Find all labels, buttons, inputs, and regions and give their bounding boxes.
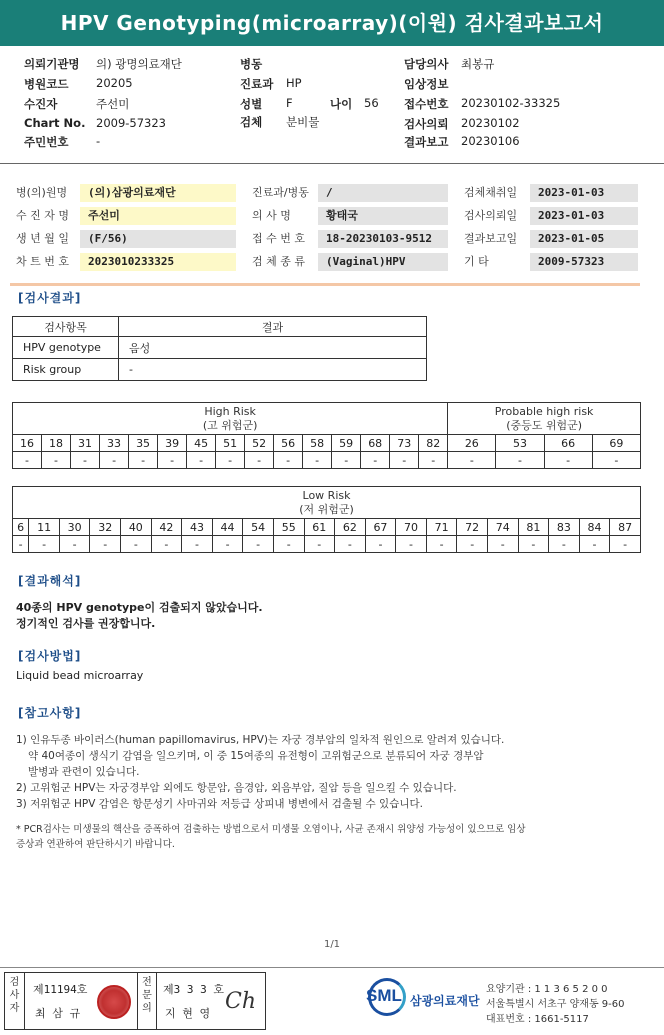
info-dept-label: 진료과/병동: [252, 186, 309, 199]
hpv-type-cell: 42: [151, 519, 182, 536]
hpv-result-cell: -: [121, 536, 152, 553]
section-method-title: [검사방법]: [18, 649, 82, 663]
hpv-result-cell: -: [13, 536, 29, 553]
low-risk-header: [13, 487, 641, 519]
ref-1a: 1) 인유두종 바이러스(human papillomavirus, HPV)는 자궁 경부암의 일차적 원인으로 알려져 있습니다.: [16, 734, 505, 746]
table-row: [13, 359, 427, 381]
result-item: Risk group: [13, 359, 119, 381]
rrn-label: 주민번호: [24, 135, 69, 149]
ref-1b: 약 40여종이 생식기 감염을 일으키며, 이 중 15여종의 유전형이 고위험군으로 분류되어 자궁 경부암: [28, 750, 484, 762]
info-patient-label: 수 진 자 명: [16, 209, 69, 222]
low-risk-subtitle: (저 위험군): [299, 502, 354, 516]
clinical-label: 임상정보: [404, 77, 449, 91]
method-text: Liquid bead microarray: [16, 669, 144, 682]
hpv-type-cell: 26: [448, 435, 496, 452]
hpv-type-cell: 39: [158, 435, 187, 452]
patient-label: 수진자: [24, 97, 58, 111]
hpv-result-cell: -: [457, 536, 488, 553]
doctor-value: 최봉규: [461, 57, 495, 71]
hpv-result-cell: -: [496, 452, 544, 469]
footer: [0, 967, 664, 1035]
report-header: [0, 52, 664, 164]
hpv-type-cell: 84: [579, 519, 610, 536]
receipt-no-value: 20230102-33325: [461, 96, 561, 110]
report-label: 결과보고: [404, 135, 449, 149]
hpv-result-cell: -: [419, 452, 448, 469]
hpv-result-cell: -: [71, 452, 100, 469]
hospital-code-value: 20205: [96, 76, 133, 90]
hpv-result-cell: -: [304, 536, 335, 553]
hpv-result-cell: -: [13, 452, 42, 469]
hpv-type-cell: 31: [71, 435, 100, 452]
hpv-type-cell: 74: [487, 519, 518, 536]
hpv-result-cell: -: [216, 452, 245, 469]
hpv-result-cell: -: [182, 536, 213, 553]
info-dept-value: /: [318, 184, 448, 202]
result-item: HPV genotype: [13, 337, 119, 359]
ref-1c: 발병과 관련이 있습니다.: [28, 766, 140, 778]
info-request-label: 검사의뢰일: [464, 209, 518, 222]
info-receipt-value: 18-20230103-9512: [318, 230, 448, 248]
info-spec-value: (Vaginal)HPV: [318, 253, 448, 271]
hpv-type-cell: 53: [496, 435, 544, 452]
result-value: -: [119, 359, 427, 381]
info-etc-label: 기 타: [464, 255, 489, 268]
institution-value: 의) 광명의료재단: [96, 57, 182, 71]
specialist-vertical-label: 전문의: [137, 973, 157, 1029]
hpv-result-cell: -: [245, 452, 274, 469]
hpv-result-cell: -: [549, 536, 580, 553]
hpv-type-cell: 68: [361, 435, 390, 452]
divider: [10, 283, 640, 286]
result-value: 음성: [119, 337, 427, 359]
hospital-code-label: 병원코드: [24, 77, 69, 91]
hpv-result-cell: -: [332, 452, 361, 469]
logo-text: SML: [366, 986, 402, 1005]
examiner-no: 제11194호: [33, 983, 88, 996]
signature-box: [4, 972, 266, 1030]
examiner-name: 최 삼 규: [35, 1007, 81, 1020]
signature: Ch: [225, 989, 257, 1014]
sex-label: 성별: [240, 97, 263, 111]
high-risk-header: [13, 403, 448, 435]
phone: 대표번호 : 1661-5117: [486, 1014, 589, 1025]
note-1: * PCR검사는 미생물의 핵산을 증폭하여 검출하는 방법으로서 미생물 오염이나, 사균 존재시 위양성 가능성이 있으므로 임상: [16, 824, 526, 835]
hpv-result-cell: -: [274, 452, 303, 469]
info-chart-value: 2023010233325: [80, 253, 236, 271]
section-result-title: [검사결과]: [18, 291, 82, 305]
hpv-result-cell: -: [390, 452, 419, 469]
hpv-result-cell: -: [592, 452, 640, 469]
hpv-type-cell: 16: [13, 435, 42, 452]
examiner-vertical-label: 검사자: [5, 973, 25, 1029]
table-row: [13, 337, 427, 359]
interp-line-1: 40종의 HPV genotype이 검출되지 않았습니다.: [16, 601, 263, 614]
hpv-type-cell: 55: [273, 519, 304, 536]
info-doctor-label: 의 사 명: [252, 209, 291, 222]
result-col-value: 결과: [119, 317, 427, 337]
hpv-type-cell: 62: [335, 519, 366, 536]
hpv-type-cell: 30: [59, 519, 90, 536]
hpv-result-cell: -: [90, 536, 121, 553]
hpv-type-cell: 33: [100, 435, 129, 452]
specimen-label: 검체: [240, 115, 263, 129]
low-risk-table: [12, 486, 641, 553]
hpv-result-cell: -: [448, 452, 496, 469]
high-risk-table: [12, 402, 641, 469]
probable-risk-title: Probable high risk: [494, 404, 594, 418]
hpv-type-cell: 72: [457, 519, 488, 536]
info-patient-value: 주선미: [80, 207, 236, 225]
hpv-result-cell: -: [158, 452, 187, 469]
hpv-type-cell: 73: [390, 435, 419, 452]
hpv-type-cell: 11: [29, 519, 60, 536]
info-etc-value: 2009-57323: [530, 253, 638, 271]
info-chart-label: 차 트 번 호: [16, 255, 69, 268]
specialist-name: 지 현 영: [165, 1007, 211, 1020]
hpv-result-cell: -: [361, 452, 390, 469]
hpv-type-cell: 43: [182, 519, 213, 536]
hpv-result-cell: -: [59, 536, 90, 553]
hpv-type-cell: 66: [544, 435, 592, 452]
hpv-result-cell: -: [365, 536, 396, 553]
hpv-result-cell: -: [518, 536, 549, 553]
info-doctor-value: 황태국: [318, 207, 448, 225]
section-refs-title: [참고사항]: [18, 706, 82, 720]
dept-label: 진료과: [240, 77, 274, 91]
hpv-type-cell: 69: [592, 435, 640, 452]
seal-stamp: [97, 985, 131, 1019]
interp-line-2: 정기적인 검사를 권장합니다.: [16, 617, 156, 630]
hpv-result-cell: -: [42, 452, 71, 469]
hpv-result-cell: -: [29, 536, 60, 553]
hpv-result-cell: -: [335, 536, 366, 553]
probable-risk-header: [448, 403, 641, 435]
result-col-item: 검사항목: [13, 317, 119, 337]
hpv-result-cell: -: [544, 452, 592, 469]
institution-label: 의뢰기관명: [24, 57, 80, 71]
hpv-result-cell: -: [151, 536, 182, 553]
hpv-result-cell: -: [426, 536, 457, 553]
hpv-result-cell: -: [129, 452, 158, 469]
probable-risk-subtitle: (중등도 위험군): [506, 418, 583, 432]
sex-value: F: [286, 96, 293, 110]
hpv-result-cell: -: [273, 536, 304, 553]
hpv-result-cell: -: [396, 536, 427, 553]
hpv-result-cell: -: [243, 536, 274, 553]
hpv-result-cell: -: [579, 536, 610, 553]
hpv-result-cell: -: [487, 536, 518, 553]
hpv-type-cell: 45: [187, 435, 216, 452]
hpv-type-cell: 35: [129, 435, 158, 452]
hpv-type-cell: 71: [426, 519, 457, 536]
address: 서울특별시 서초구 양재동 9-60: [486, 999, 625, 1010]
hpv-type-cell: 44: [212, 519, 243, 536]
info-spec-label: 검 체 종 류: [252, 255, 305, 268]
specialist-no: 제3 3 3 호: [163, 983, 224, 996]
hpv-type-cell: 81: [518, 519, 549, 536]
note-2: 증상과 연관하여 판단하시기 바랍니다.: [16, 839, 175, 850]
hpv-type-cell: 52: [245, 435, 274, 452]
request-label: 검사의뢰: [404, 117, 449, 131]
doctor-label: 담당의사: [404, 57, 449, 71]
hpv-type-cell: 61: [304, 519, 335, 536]
hpv-result-cell: -: [610, 536, 641, 553]
low-risk-title: Low Risk: [302, 488, 351, 502]
info-dob-label: 생 년 월 일: [16, 232, 69, 245]
high-risk-subtitle: (고 위험군): [202, 418, 258, 432]
chart-value: 2009-57323: [96, 116, 166, 130]
info-report-label: 결과보고일: [464, 232, 518, 245]
chart-label: Chart No.: [24, 116, 86, 130]
hpv-result-cell: -: [303, 452, 332, 469]
info-collect-label: 검체채취일: [464, 186, 518, 199]
age-value: 56: [364, 96, 379, 110]
hpv-type-cell: 82: [419, 435, 448, 452]
request-value: 20230102: [461, 116, 520, 130]
hpv-type-cell: 54: [243, 519, 274, 536]
info-collect-value: 2023-01-03: [530, 184, 638, 202]
info-hospital-value: (의)삼광의료재단: [80, 184, 236, 202]
hpv-type-cell: 58: [303, 435, 332, 452]
age-label: 나이: [330, 97, 353, 111]
hpv-type-cell: 59: [332, 435, 361, 452]
hpv-type-cell: 70: [396, 519, 427, 536]
info-receipt-label: 접 수 번 호: [252, 232, 305, 245]
institution-code: 요양기관 : 1 1 3 6 5 2 0 0: [486, 984, 608, 995]
ward-label: 병동: [240, 57, 263, 71]
section-interp-title: [결과해석]: [18, 574, 82, 588]
hpv-type-cell: 32: [90, 519, 121, 536]
hpv-result-cell: -: [212, 536, 243, 553]
info-hospital-label: 병(의)원명: [16, 186, 68, 199]
dept-value: HP: [286, 76, 302, 90]
report-title: HPV Genotyping(microarray)(이원) 검사결과보고서: [0, 0, 664, 46]
hpv-type-cell: 18: [42, 435, 71, 452]
hpv-type-cell: 87: [610, 519, 641, 536]
info-report-value: 2023-01-05: [530, 230, 638, 248]
hpv-type-cell: 6: [13, 519, 29, 536]
info-dob-value: (F/56): [80, 230, 236, 248]
page-number: 1/1: [323, 939, 341, 950]
hpv-type-cell: 51: [216, 435, 245, 452]
result-table: [12, 316, 427, 381]
hpv-result-cell: -: [187, 452, 216, 469]
high-risk-title: High Risk: [204, 404, 256, 418]
org-name: 삼광의료재단: [410, 994, 480, 1008]
hpv-type-cell: 67: [365, 519, 396, 536]
rrn-value: -: [96, 134, 101, 148]
info-request-value: 2023-01-03: [530, 207, 638, 225]
hpv-result-cell: -: [100, 452, 129, 469]
hpv-type-cell: 56: [274, 435, 303, 452]
hpv-type-cell: 83: [549, 519, 580, 536]
receipt-no-label: 접수번호: [404, 97, 449, 111]
ref-3: 3) 저위험군 HPV 감염은 항문성기 사마귀와 저등급 상피내 병변에서 검출될 수 있습니다.: [16, 798, 423, 810]
patient-value: 주선미: [96, 97, 130, 111]
specimen-value: 분비물: [286, 115, 320, 129]
report-value: 20230106: [461, 134, 520, 148]
ref-2: 2) 고위험군 HPV는 자궁경부암 외에도 항문암, 음경암, 외음부암, 질암 등을 일으킬 수 있습니다.: [16, 782, 457, 794]
hpv-type-cell: 40: [121, 519, 152, 536]
